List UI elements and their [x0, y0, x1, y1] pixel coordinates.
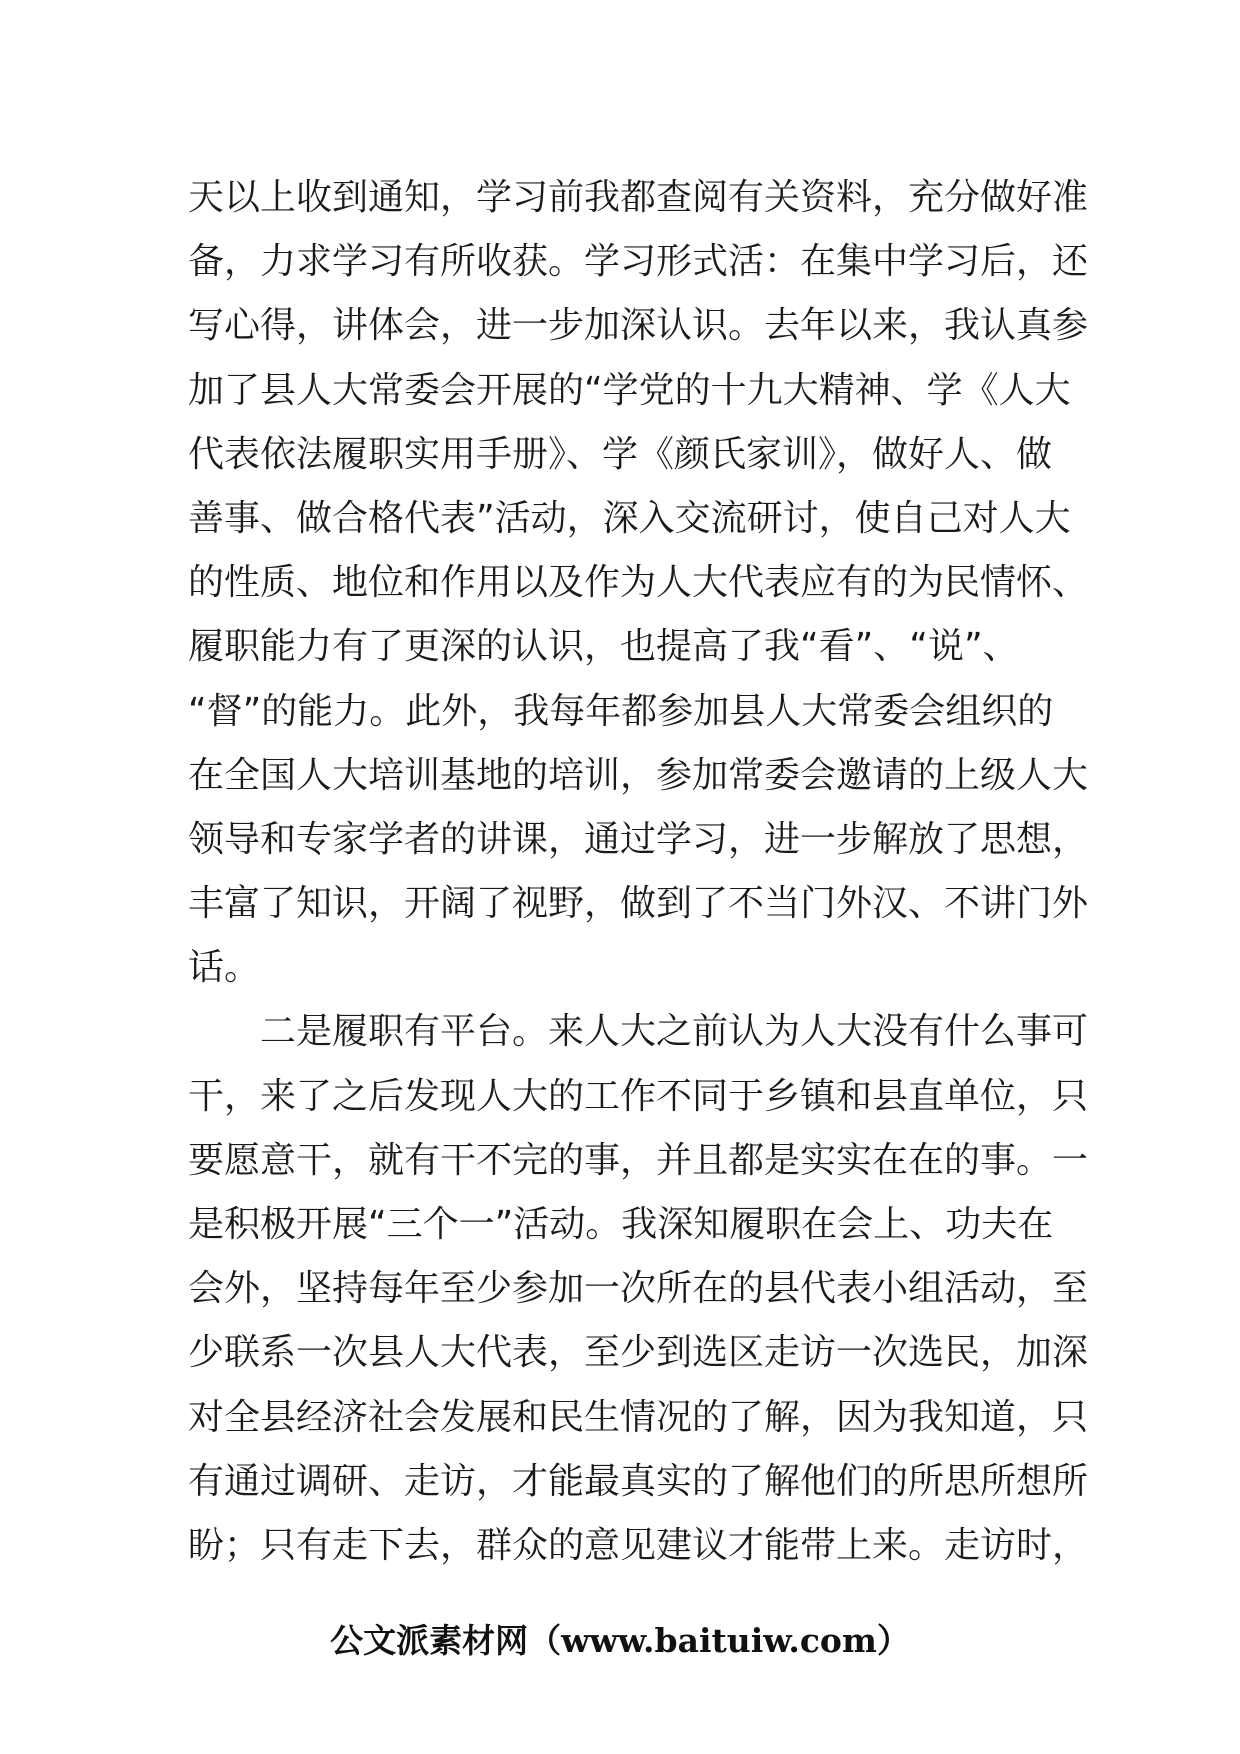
text-line: 在全国人大培训基地的培训，参加常委会邀请的上级人大	[188, 754, 1089, 796]
text-line: 领导和专家学者的讲课，通过学习，进一步解放了思想，	[188, 818, 1089, 860]
text-line: 加了县人大常委会开展的“学党的十九大精神、学《人大	[188, 369, 1071, 411]
text-line: 丰富了知识，开阔了视野，做到了不当门外汉、不讲门外	[188, 883, 1089, 925]
text-line: 备，力求学习有所收获。学习形式活：在集中学习后，还	[188, 241, 1089, 283]
text-line: “督”的能力。此外，我每年都参加县人大常委会组织的	[188, 690, 1054, 732]
page-footer: 公文派素材网（www.baituiw.com）	[330, 1621, 910, 1660]
text-line: 要愿意干，就有干不完的事，并且都是实实在在的事。一	[188, 1139, 1089, 1181]
document-body	[188, 166, 1089, 1578]
text-line: 天以上收到通知，学习前我都查阅有关资料，充分做好准	[188, 177, 1089, 218]
text-line: 的性质、地位和作用以及作为人大代表应有的为民情怀、	[188, 562, 1089, 604]
text-line: 会外，坚持每年至少参加一次所在的县代表小组活动，至	[188, 1268, 1089, 1310]
text-line: 盼；只有走下去，群众的意见建议才能带上来。走访时，	[188, 1524, 1089, 1566]
text-line: 少联系一次县人大代表，至少到选区走访一次选民，加深	[188, 1332, 1089, 1374]
paragraph-start-line: 二是履职有平台。来人大之前认为人大没有什么事可	[260, 1011, 1089, 1053]
text-line: 对全县经济社会发展和民生情况的了解，因为我知道，只	[188, 1396, 1089, 1438]
text-line: 写心得，讲体会，进一步加深认识。去年以来，我认真参	[188, 305, 1089, 347]
text-line: 履职能力有了更深的认识，也提高了我“看”、“说”、	[188, 626, 1019, 668]
text-line: 是积极开展“三个一”活动。我深知履职在会上、功夫在	[188, 1204, 1054, 1245]
text-line: 有通过调研、走访，才能最真实的了解他们的所思所想所	[188, 1460, 1089, 1502]
text-line: 善事、做合格代表”活动，深入交流研讨，使自己对人大	[188, 497, 1071, 539]
text-line: 干，来了之后发现人大的工作不同于乡镇和县直单位，只	[188, 1075, 1089, 1117]
text-line: 话。	[188, 947, 261, 989]
text-line: 代表依法履职实用手册》、学《颜氏家训》，做好人、做	[188, 433, 1053, 475]
